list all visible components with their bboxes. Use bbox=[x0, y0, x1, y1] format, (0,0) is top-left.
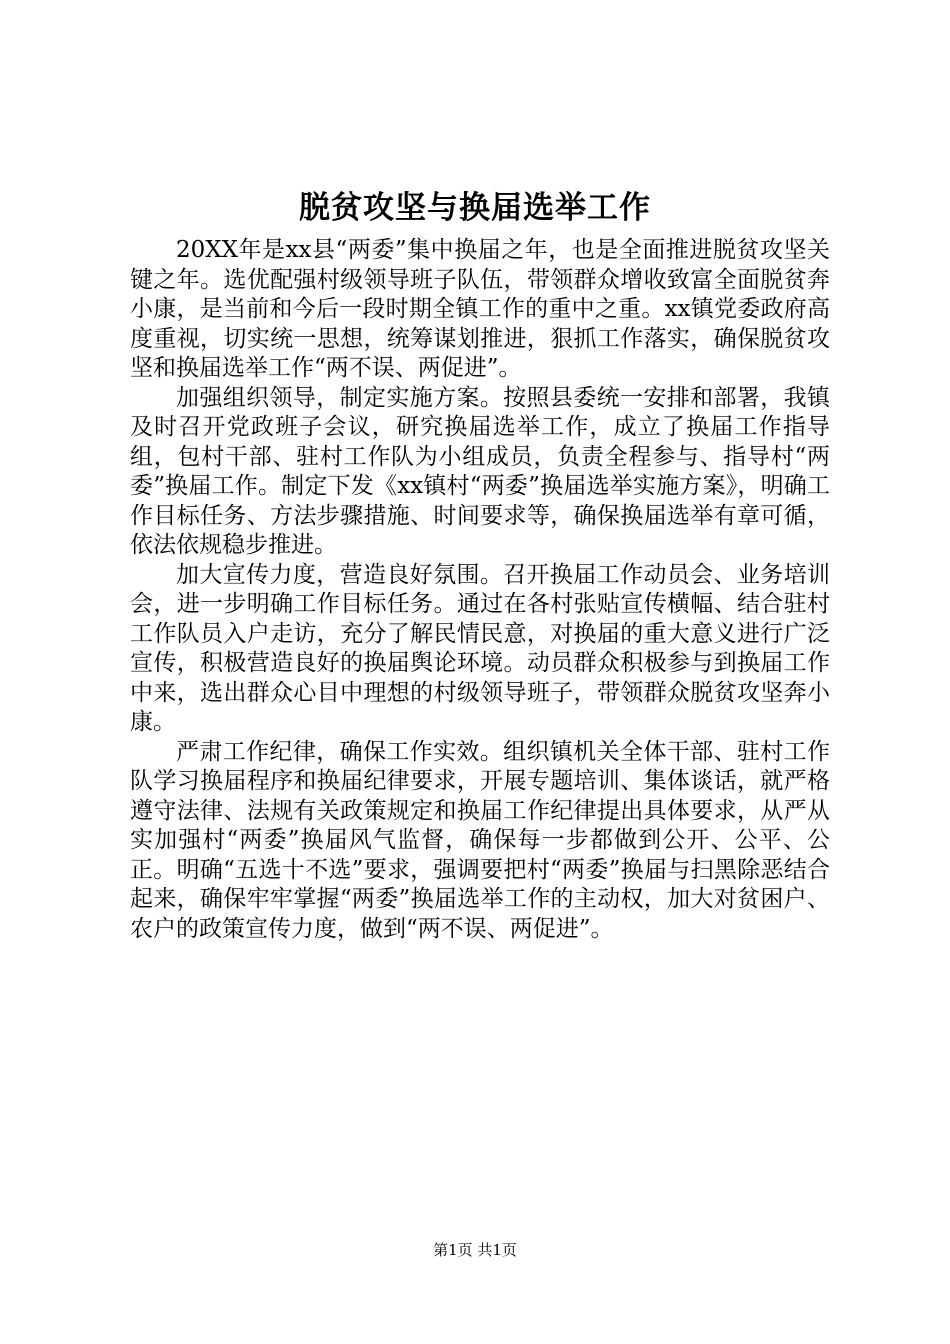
paragraph-intro: 20XX年是xx县“两委”集中换届之年，也是全面推进脱贫攻坚关键之年。选优配强村级领导班子队伍，带领群众增收致富全面脱贫奔小康，是当前和今后一段时期全镇工作的重中之重。xx镇党委政府高度重视，切实统一思想，统筹谋划推进，狠抓工作落实，确保脱贫攻坚和换届选举工作“两不误、两促进”。 bbox=[130, 237, 830, 381]
document-title: 脱贫攻坚与换届选举工作 bbox=[299, 190, 651, 226]
paragraph-organization: 加强组织领导，制定实施方案。按照县委统一安排和部署，我镇及时召开党政班子会议，研究换届选举工作，成立了换届工作指导组，包村干部、驻村工作队为小组成员，负责全程参与、指导村“两委”换届工作。制定下发《xx镇村“两委”换届选举实施方案》，明确工作目标任务、方法步骤措施、时间要求等，确保换届选举有章可循，依法依规稳步推进。 bbox=[130, 384, 830, 558]
paragraph-publicity: 加大宣传力度，营造良好氛围。召开换届工作动员会、业务培训会，进一步明确工作目标任务。通过在各村张贴宣传横幅、结合驻村工作队员入户走访，充分了解民情民意，对换届的重大意义进行广泛宣传，积极营造良好的换届舆论环境。动员群众积极参与到换届工作中来，选出群众心目中理想的村级领导班子，带领群众脱贫攻坚奔小康。 bbox=[130, 561, 830, 735]
paragraph-discipline: 严肃工作纪律，确保工作实效。组织镇机关全体干部、驻村工作队学习换届程序和换届纪律要求，开展专题培训、集体谈话，就严格遵守法律、法规有关政策规定和换届工作纪律提出具体要求，从严从实加强村“两委”换届风气监督，确保每一步都做到公开、公平、公正。明确“五选十不选”要求，强调要把村“两委”换届与扫黑除恶结合起来，确保牢牢掌握“两委”换届选举工作的主动权，加大对贫困户、农户的政策宣传力度，做到“两不误、两促进”。 bbox=[130, 738, 830, 942]
document-body bbox=[130, 236, 830, 944]
page-number-footer: 第1页 共1页 bbox=[433, 1241, 517, 1259]
